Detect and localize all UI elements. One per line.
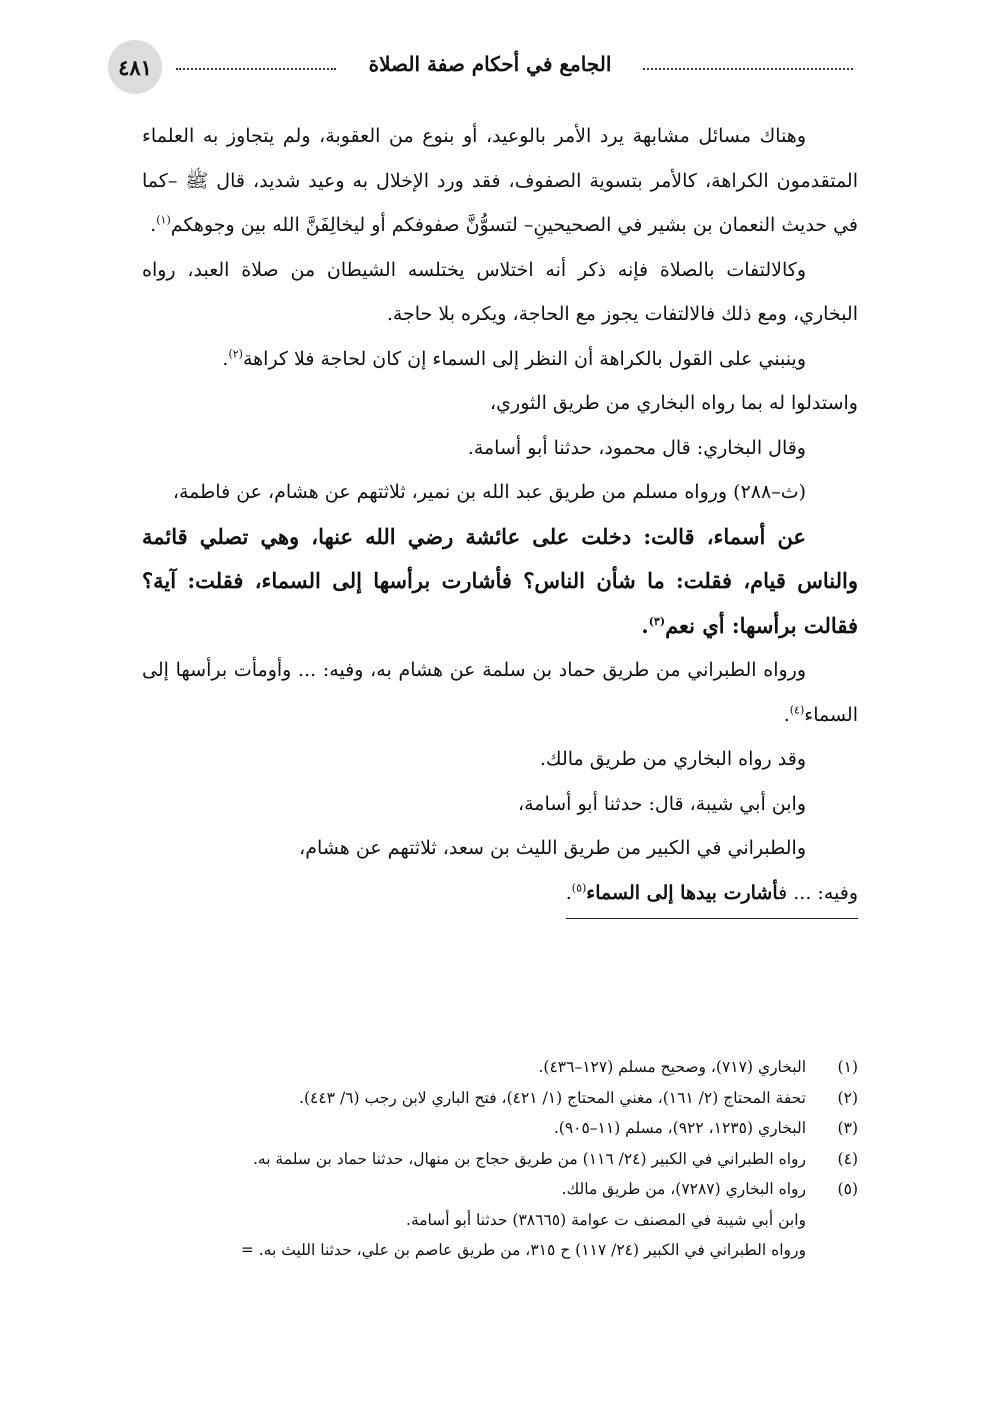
footnote-ref: (٣) xyxy=(648,614,666,628)
paragraph: والطبراني في الكبير من طريق الليث بن سعد، ثلاثتهم عن هشام، xyxy=(299,837,806,859)
footnote: (٤) رواه الطبراني في الكبير (٢٤/ ١١٦) من طريق حجاج بن منهال، حدثنا حماد بن سلمة به. xyxy=(142,1144,858,1175)
footnotes xyxy=(142,1052,858,1266)
running-title: الجامع في أحكام صفة الصلاة xyxy=(368,52,612,76)
paragraph: وهناك مسائل مشابهة يرد الأمر بالوعيد، أو بنوع من العقوبة، ولم يتجاوز به العلماء المتقدمون الكراهة، كالأمر بتسوية الصفوف، فقد ورد الإخلال به وعيد شديد، قال ﷺ –كما في حديث النعمان بن بشير في الصحيحينِ– لتسوُّنَّ صفوفكم أو ليخالِفَنَّ الله بين وجوهكم$^{(١)}$. xyxy=(142,125,858,236)
paragraph: وينبني على القول بالكراهة أن النظر إلى السماء إن كان لحاجة فلا كراهة$^{(٢)}$. xyxy=(222,347,806,370)
paragraph: وقال البخاري: قال محمود، حدثنا أبو أسامة. xyxy=(467,436,806,459)
paragraph xyxy=(142,871,858,920)
header-dotted-leader-left xyxy=(176,68,336,70)
footnote-continuation: وابن أبي شيبة في المصنف ت عوامة (٣٨٦٦٥) حدثنا أبو أسامة. xyxy=(406,1210,806,1229)
footnote-ref: (٢) xyxy=(228,347,243,361)
footnote: (٣) البخاري (١٢٣٥، ٩٢٢)، مسلم (١١–٩٠٥). xyxy=(142,1113,858,1144)
footnote-ref: (١) xyxy=(156,213,171,227)
footnote: (١) البخاري (٧١٧)، وصحيح مسلم (١٢٧–٤٣٦). xyxy=(142,1052,858,1083)
paragraph: ورواه الطبراني من طريق حماد بن سلمة عن هشام به، وفيه: ... وأومأت برأسها إلى السماء$^{(٤)}$. xyxy=(142,659,858,726)
footnote-number: (٣) xyxy=(837,1119,858,1137)
hadith-text: عن أسماء، قالت: دخلت على عائشة رضي الله عنها، وهي تصلي قائمة والناس قيام، فقلت: ما شأن الناس؟ فأشارت برأسها إلى السماء، فقلت: آية؟ فقالت برأسها: أي نعم$^{(٣)}$. xyxy=(142,523,858,638)
paragraph: وكالالتفات بالصلاة فإنه ذكر أنه اختلاس يختلسه الشيطان من صلاة العبد، رواه البخاري، ومع ذلك فالالتفات يجوز مع الحاجة، ويكره بلا حاجة. xyxy=(142,258,858,325)
paragraph: وقد رواه البخاري من طريق مالك. xyxy=(539,748,806,770)
footnote-continuation: ورواه الطبراني في الكبير (٢٤/ ١١٧) ح ٣١٥، من طريق عاصم بن علي، حدثنا الليث به. = xyxy=(240,1241,806,1259)
footnote-number: (٢) xyxy=(837,1088,858,1107)
footnote-ref: (٤) xyxy=(789,703,805,717)
page-number: ٤٨١ xyxy=(108,40,162,94)
footnote-number: (١) xyxy=(837,1058,858,1076)
footnote: (٢) تحفة المحتاج (٢/ ١٦١)، مغني المحتاج (١/ ٤٢١)، فتح الباري لابن رجب (٦/ ٤٤٣). xyxy=(142,1083,858,1114)
footnote: (٥) رواه البخاري (٧٢٨٧)، من طريق مالك. xyxy=(142,1174,858,1205)
separator-line-text: وفيه: ... فأشارت بيدها إلى السماء$^{(٥)}$. xyxy=(566,871,858,920)
header-dotted-leader-right xyxy=(643,68,853,70)
paragraph: (ث–٢٨٨) ورواه مسلم من طريق عبد الله بن نمير، ثلاثتهم عن هشام، عن فاطمة، xyxy=(172,481,806,503)
paragraph: وابن أبي شيبة، قال: حدثنا أبو أسامة، xyxy=(517,792,806,815)
footnote-number: (٥) xyxy=(837,1180,858,1198)
footnote-ref: (٥) xyxy=(571,881,587,895)
main-text xyxy=(142,114,858,919)
bold-phrase: أشارت بيدها إلى السماء xyxy=(586,881,779,904)
page-header xyxy=(108,40,858,94)
paragraph: واستدلوا له بما رواه البخاري من طريق الثوري، xyxy=(490,392,858,414)
footnote-number: (٤) xyxy=(837,1149,858,1168)
